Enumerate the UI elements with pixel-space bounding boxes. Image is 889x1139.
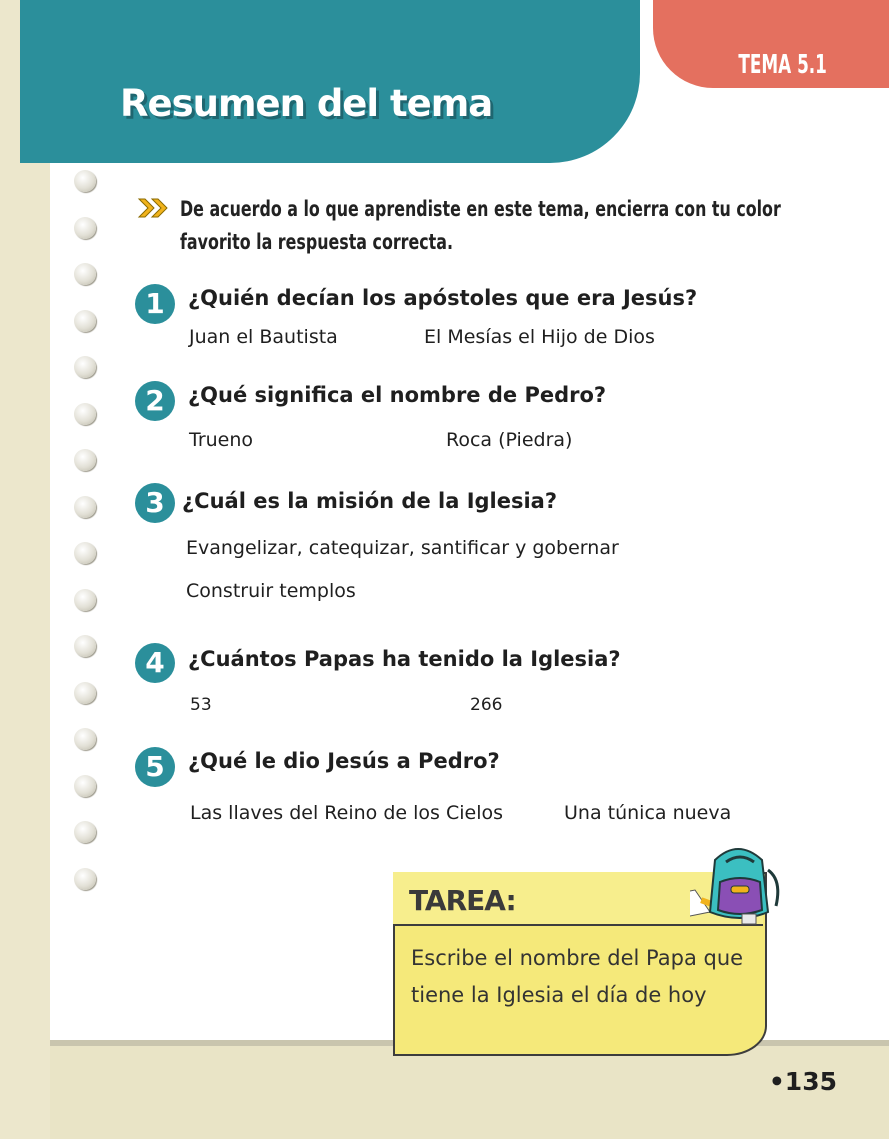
topic-label: TEMA 5.1 [738, 50, 827, 80]
backpack-icon [690, 840, 785, 935]
ring-icon [74, 310, 96, 332]
question-1-option-b[interactable]: El Mesías el Hijo de Dios [424, 326, 655, 348]
question-number-badge: 1 [135, 284, 175, 324]
ring-icon [74, 263, 96, 285]
question-number-badge: 5 [135, 747, 175, 787]
ring-icon [74, 449, 96, 471]
ring-icon [74, 217, 96, 239]
ring-icon [74, 403, 96, 425]
question-2-option-a[interactable]: Trueno [189, 429, 254, 451]
homework-label: TAREA: [409, 884, 516, 917]
question-5-option-b[interactable]: Una túnica nueva [564, 802, 732, 824]
question-2-text: ¿Qué significa el nombre de Pedro? [188, 383, 607, 407]
ring-icon [74, 589, 96, 611]
notebook-rings [74, 170, 98, 914]
page-title: Resumen del tema [120, 82, 493, 125]
ring-icon [74, 496, 96, 518]
page-number: •135 [768, 1067, 837, 1096]
question-4-option-b[interactable]: 266 [470, 695, 503, 715]
homework-text [411, 940, 756, 1014]
question-number-badge: 4 [135, 643, 175, 683]
ring-icon [74, 170, 96, 192]
question-3-text: ¿Cuál es la misión de la Iglesia? [182, 489, 558, 513]
ring-icon [74, 728, 96, 750]
topic-tab [653, 0, 889, 88]
ring-icon [74, 635, 96, 657]
question-3-option-b[interactable]: Construir templos [186, 580, 356, 602]
ring-icon [74, 775, 96, 797]
double-chevron-icon [137, 197, 171, 219]
question-4-text: ¿Cuántos Papas ha tenido la Iglesia? [188, 647, 621, 671]
question-3-option-a[interactable]: Evangelizar, catequizar, santificar y gobernar [186, 537, 619, 559]
question-1-text: ¿Quién decían los apóstoles que era Jesús? [188, 286, 698, 310]
instructions-line-1: De acuerdo a lo que aprendiste en este tema, encierra con tu color [180, 197, 781, 221]
ring-icon [74, 868, 96, 890]
instructions [180, 193, 780, 259]
ring-icon [74, 821, 96, 843]
question-5-text: ¿Qué le dio Jesús a Pedro? [188, 749, 500, 773]
question-5-option-a[interactable]: Las llaves del Reino de los Cielos [190, 802, 503, 824]
question-1-option-a[interactable]: Juan el Bautista [189, 326, 338, 348]
ring-icon [74, 356, 96, 378]
homework-line-1: Escribe el nombre del Papa que [411, 946, 744, 970]
ring-icon [74, 682, 96, 704]
question-number-badge: 2 [135, 381, 175, 421]
page-edge [0, 0, 50, 1139]
instructions-line-2: favorito la respuesta correcta. [180, 230, 453, 254]
homework-line-2: tiene la Iglesia el día de hoy [411, 983, 707, 1007]
question-2-option-b[interactable]: Roca (Piedra) [446, 429, 573, 451]
ring-icon [74, 542, 96, 564]
question-number-badge: 3 [135, 483, 175, 523]
question-4-option-a[interactable]: 53 [190, 695, 212, 715]
